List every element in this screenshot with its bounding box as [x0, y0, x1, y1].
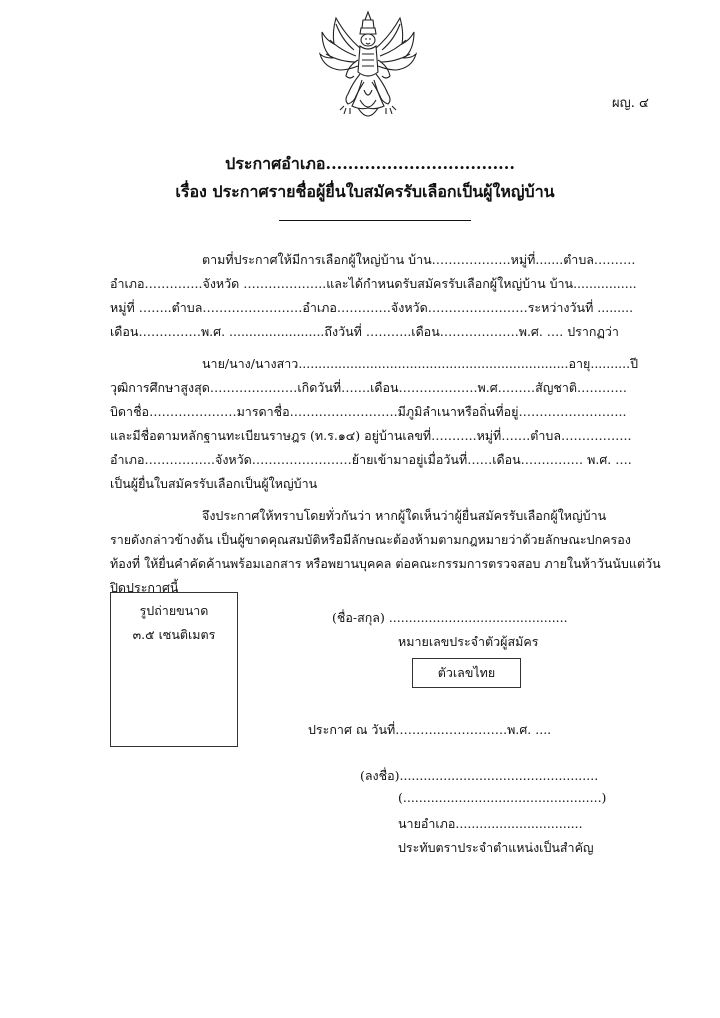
candidate-number-label: หมายเลขประจำตัวผู้สมัคร: [398, 634, 539, 649]
paragraph2-line: นาย/นาง/นางสาว....................................................................อายุ..........ปี: [202, 356, 639, 371]
candidate-name-field: (ชื่อ-สกุล) .............................................: [332, 610, 568, 625]
paragraph2-line: และมีชื่อตามหลักฐานทะเบียนราษฎร (ท.ร.๑๔) อยู่บ้านเลขที่………..หมู่ที่…….ตำบล……………..: [110, 428, 632, 443]
candidate-number-box: ตัวเลขไทย: [412, 658, 521, 688]
paragraph3-line: ปิดประกาศนี้: [110, 580, 179, 595]
paragraph3-line: ท้องที่ ให้ยื่นคำคัดค้านพร้อมเอกสาร หรือพยานบุคคล ต่อคณะกรรมการตรวจสอบ ภายในห้าวันนับแต่วัน: [110, 556, 661, 571]
seal-note: ประทับตราประจำตำแหน่งเป็นสำคัญ: [398, 840, 594, 855]
paragraph2-line: วุฒิการศึกษาสูงสุด…………………เกิดวันที่…….เดือน……………….พ.ศ………สัญชาติ…………: [110, 380, 628, 395]
signer-position: นายอำเภอ................................: [398, 816, 583, 831]
paragraph1-line: เดือน……………พ.ศ. ........................ถึงวันที่ ………..เดือน……………….พ.ศ. …. ปรากฏว่า: [110, 324, 619, 339]
paragraph3-line: รายดังกล่าวข้างต้น เป็นผู้ขาดคุณสมบัติหรือมีลักษณะต้องห้ามตามกฎหมายว่าด้วยลักษณะปกครอง: [110, 532, 631, 547]
paragraph2-line: บิดาชื่อ…………………มารดาชื่อ…….……………….มีภูมิลำเนาหรือถิ่นที่อยู่……………………..: [110, 404, 627, 419]
announcement-title: ประกาศอำเภอ..................................: [225, 154, 515, 173]
paragraph1-line: ตามที่ประกาศให้มีการเลือกผู้ใหญ่บ้าน บ้าน……………….หมู่ที่.......ตำบล……….: [202, 252, 636, 267]
paragraph2-line: อำเภอ……………..จังหวัด……………………ย้ายเข้ามาอยู่เมื่อวันที่……เดือน…………… พ.ศ. ….: [110, 452, 632, 467]
announce-date: ประกาศ ณ วันที่………..…………….พ.ศ. ....: [308, 722, 552, 737]
photo-size-label: ๓.๕ เซนติเมตร: [132, 627, 216, 642]
form-code: ผญ. ๔: [612, 96, 649, 111]
paragraph1-line: หมู่ที่ ……..ตำบล……………………อำเภอ………….จังหวัด……………………ระหว่างวันที่ .........: [110, 300, 634, 315]
paragraph1-line: อำเภอ…………..จังหวัด ………………..และได้กำหนดรับสมัครรับเลือกผู้ใหญ่บ้าน บ้าน................: [110, 276, 637, 291]
signer-name-field: (..................................................): [398, 790, 607, 805]
photo-label: รูปถ่ายขนาด: [139, 603, 209, 618]
paragraph3-line: จึงประกาศให้ทราบโดยทั่วกันว่า หากผู้ใดเห็นว่าผู้ยื่นสมัครรับเลือกผู้ใหญ่บ้าน: [202, 508, 607, 523]
photo-placeholder-box: [110, 592, 238, 747]
paragraph2-line: เป็นผู้ยื่นใบสมัครรับเลือกเป็นผู้ใหญ่บ้าน: [110, 476, 318, 491]
garuda-emblem-icon: [318, 10, 418, 126]
announcement-subject: เรื่อง ประกาศรายชื่อผู้ยื่นใบสมัครรับเลือกเป็นผู้ใหญ่บ้าน: [175, 182, 555, 201]
signature-line: (ลงชื่อ)..................................................: [360, 768, 599, 783]
title-underline: [279, 220, 471, 221]
